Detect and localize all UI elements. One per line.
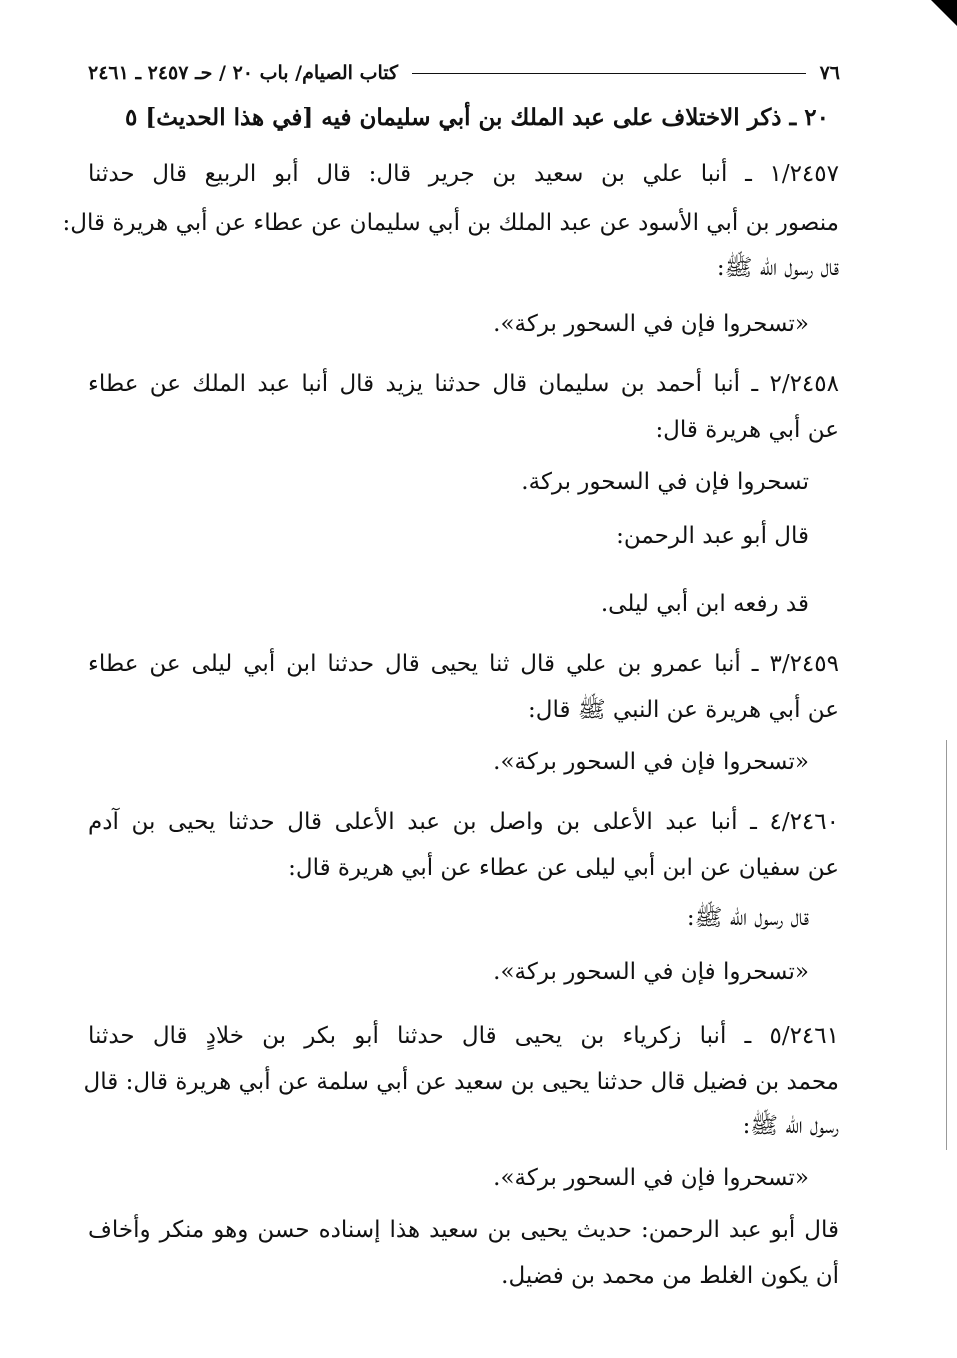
text-line: قال رسول الله ﷺ: [716,255,839,281]
scan-edge-line [946,740,947,1150]
quote-line: «تسحروا فإن في السحور بركة». [493,749,809,775]
text-line: قال رسول الله ﷺ: [686,905,809,931]
text-line: ١/٢٤٥٧ ـ أنبا علي بن سعيد بن جرير قال: قال أبو الربيع قال حدثنا [88,161,839,187]
running-title: كتاب الصيام/ باب ٢٠ / حـ ٢٤٥٧ ـ ٢٤٦١ [88,62,399,84]
text-line: ٥/٢٤٦١ ـ أنبا زكرياء بن يحيى قال حدثنا أبو بكر بن خلادٍ قال حدثنا [88,1023,839,1049]
text-line: تسحروا فإن في السحور بركة. [521,469,809,495]
text-line: عن أبي هريرة عن النبي ﷺ قال: [528,697,839,723]
page-number: ٧٦ [819,62,840,84]
quote-line: «تسحروا فإن في السحور بركة». [493,1165,809,1191]
text-line: ٤/٢٤٦٠ ـ أنبا عبد الأعلى بن واصل بن عبد الأعلى قال حدثنا يحيى بن آدم [88,809,839,835]
text-line: أن يكون الغلط من محمد بن فضيل. [501,1263,839,1289]
text-line: قال أبو عبد الرحمن: حديث يحيى بن سعيد هذا إسناده حسن وهو منكر وأخاف [88,1217,839,1243]
text-line: محمد بن فضيل قال حدثنا يحيى بن سعيد عن أبي سلمة عن أبي هريرة قال: قال [83,1069,839,1095]
text-line: منصور بن أبي الأسود عن عبد الملك بن أبي سليمان عن عطاء عن أبي هريرة قال: [62,210,839,236]
text-line: عن أبي هريرة قال: [655,417,839,443]
text-line: قال أبو عبد الرحمن: [616,523,809,549]
text-line: رسول الله ﷺ: [742,1113,839,1139]
section-title: ٢٠ ـ ذكر الاختلاف على عبد الملك بن أبي سليمان فيه [في هذا الحديث] ٥ [125,104,829,131]
page-header [88,56,840,90]
text-line: ٢/٢٤٥٨ ـ أنبا أحمد بن سليمان قال حدثنا يزيد قال أنبا عبد الملك عن عطاء [88,371,839,397]
quote-line: «تسحروا فإن في السحور بركة». [493,959,809,985]
header-rule [412,73,806,74]
corner-mark [931,0,957,26]
quote-line: «تسحروا فإن في السحور بركة». [493,311,809,337]
text-line: قد رفعه ابن أبي ليلى. [600,591,809,617]
text-line: ٣/٢٤٥٩ ـ أنبا عمرو بن علي قال ثنا يحيى قال حدثنا ابن أبي ليلى عن عطاء [88,651,839,677]
text-line: عن سفيان عن ابن أبي ليلى عن عطاء عن أبي هريرة قال: [288,855,839,881]
